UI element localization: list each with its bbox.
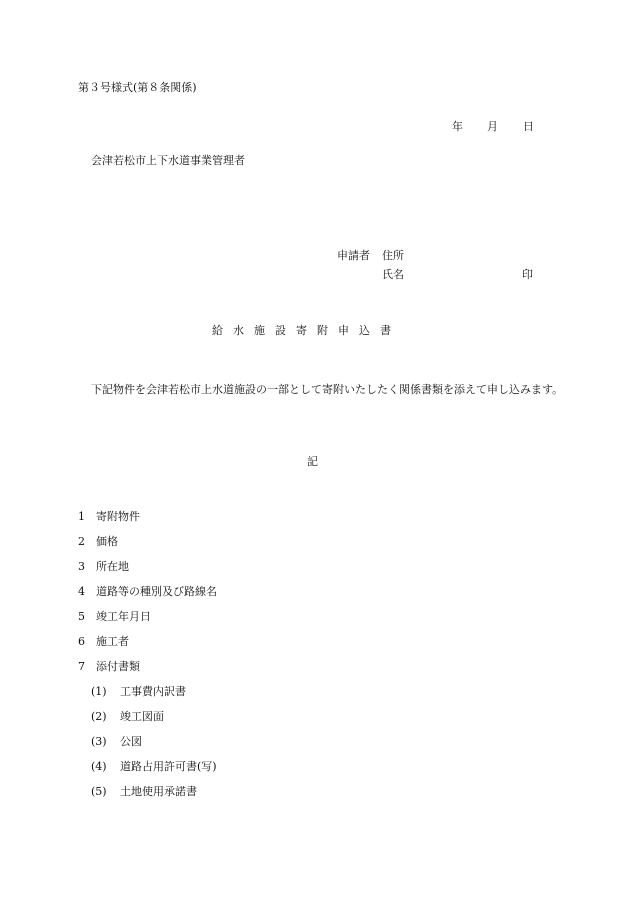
attachment-list <box>91 686 217 811</box>
list-item <box>78 611 217 636</box>
name-label: 氏名 <box>382 268 404 281</box>
item-number: 7 <box>78 660 85 673</box>
list-item <box>78 636 217 661</box>
item-number: 2 <box>78 535 85 548</box>
attachment-label: 道路占用許可書(写) <box>120 760 217 773</box>
attachment-number: (5) <box>91 785 107 798</box>
item-number: 6 <box>78 635 85 648</box>
form-number: 第３号様式(第８条関係) <box>78 81 197 94</box>
item-list <box>78 511 217 686</box>
item-number: 1 <box>78 510 85 523</box>
list-item <box>78 561 217 586</box>
applicant-label: 申請者 <box>337 249 370 262</box>
attachment-label: 工事費内訳書 <box>120 685 186 698</box>
date-month-label: 月 <box>487 120 498 133</box>
item-label: 添付書類 <box>96 660 140 673</box>
date-day-label: 日 <box>523 120 534 133</box>
list-item <box>91 711 217 736</box>
attachment-label: 公図 <box>120 735 142 748</box>
attachment-number: (3) <box>91 735 107 748</box>
body-text: 下記物件を会津若松市上水道施設の一部として寄附いたしたく関係書類を添えて申し込みます。 <box>91 383 564 396</box>
item-number: 4 <box>78 585 85 598</box>
item-number: 3 <box>78 560 85 573</box>
ki-heading: 記 <box>307 455 318 468</box>
list-item <box>91 736 217 761</box>
addressee: 会津若松市上下水道事業管理者 <box>91 154 245 167</box>
date-year-label: 年 <box>452 120 463 133</box>
item-label: 竣工年月日 <box>96 610 151 623</box>
attachment-label: 竣工図面 <box>120 710 164 723</box>
item-number: 5 <box>78 610 85 623</box>
item-label: 所在地 <box>96 560 129 573</box>
list-item <box>78 511 217 536</box>
address-label: 住所 <box>382 249 404 262</box>
seal-mark: 印 <box>522 268 533 281</box>
item-label: 施工者 <box>96 635 129 648</box>
attachment-number: (4) <box>91 760 107 773</box>
list-item <box>91 786 217 811</box>
list-item <box>78 586 217 611</box>
document-title: 給水施設寄附申込書 <box>212 324 401 337</box>
attachment-number: (1) <box>91 685 107 698</box>
item-label: 道路等の種別及び路線名 <box>96 585 217 598</box>
list-item <box>78 661 217 686</box>
item-label: 価格 <box>96 535 118 548</box>
list-item <box>78 536 217 561</box>
list-item <box>91 686 217 711</box>
item-label: 寄附物件 <box>96 510 140 523</box>
attachment-label: 土地使用承諾書 <box>120 785 197 798</box>
attachment-number: (2) <box>91 710 107 723</box>
list-item <box>91 761 217 786</box>
